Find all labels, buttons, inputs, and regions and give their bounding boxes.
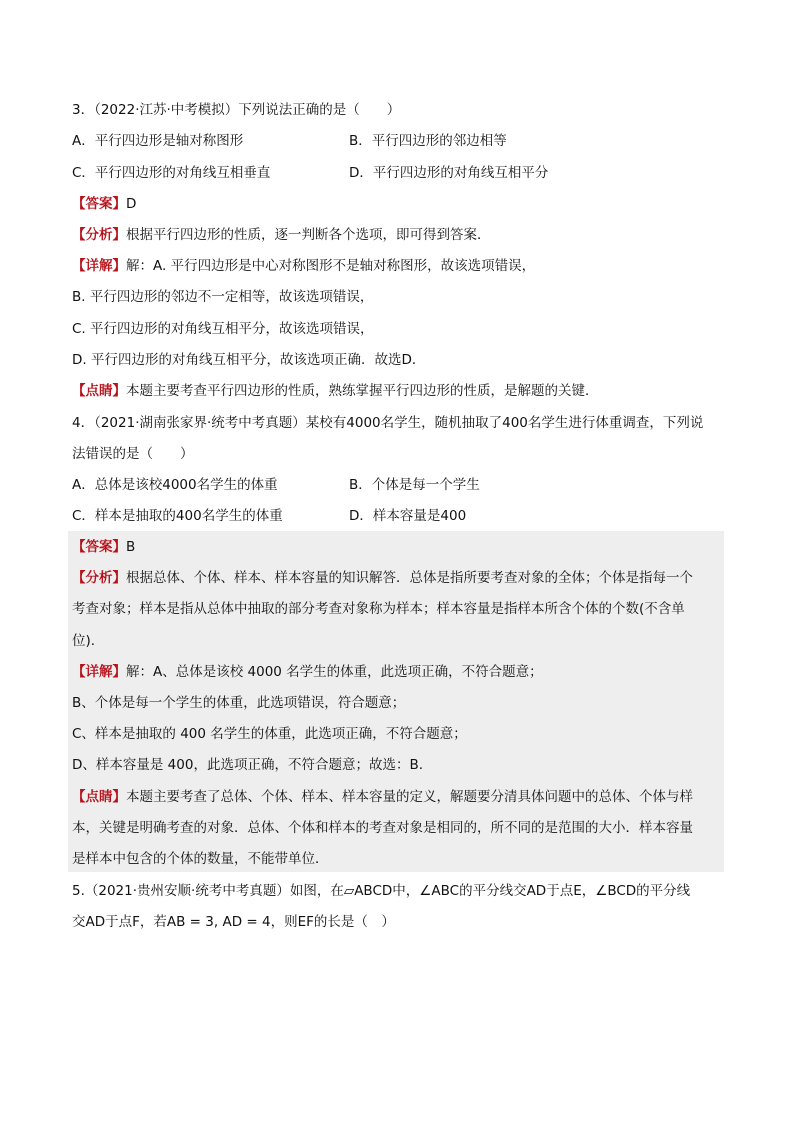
q3-option-c: C．平行四边形的对角线互相垂直 xyxy=(72,165,271,181)
detail-tag: 【详解】 xyxy=(72,664,126,680)
analysis-tag: 【分析】 xyxy=(72,227,126,243)
q4-option-c: C．样本是抽取的400名学生的体重 xyxy=(72,508,283,524)
q3-detail-line-4: D. 平行四边形的对角线互相平分，故该选项正确．故选D． xyxy=(72,352,426,368)
comment-text: 本题主要考查了总体、个体、样本、样本容量的定义，解题要分清具体问题中的总体、个体与样 xyxy=(126,789,693,805)
q4-detail-line-2: B、个体是每一个学生的体重，此选项错误，符合题意； xyxy=(72,695,406,711)
detail-text: 解：A、总体是该校 4000 名学生的体重，此选项正确，不符合题意； xyxy=(126,664,543,680)
q4-analysis-line-3: 位). xyxy=(72,633,96,649)
q3-detail-line-3: C. 平行四边形的对角线互相平分，故该选项错误， xyxy=(72,321,374,337)
q4-comment-line-1 xyxy=(72,787,693,807)
answer-value: D xyxy=(126,196,137,212)
q4-option-b: B．个体是每一个学生 xyxy=(349,477,480,493)
analysis-text: 根据平行四边形的性质，逐一判断各个选项，即可得到答案． xyxy=(126,227,491,243)
q3-answer xyxy=(72,194,136,214)
q3-option-d: D．平行四边形的对角线互相平分 xyxy=(349,165,549,181)
detail-tag: 【详解】 xyxy=(72,258,126,274)
q3-detail-line-2: B. 平行四边形的邻边不一定相等，故该选项错误， xyxy=(72,289,374,305)
detail-text: 解：A. 平行四边形是中心对称图形不是轴对称图形，故该选项错误， xyxy=(126,258,536,274)
q3-option-b: B．平行四边形的邻边相等 xyxy=(349,133,507,149)
q4-comment-line-2: 本，关键是明确考查的对象．总体、个体和样本的考查对象是相同的，所不同的是范围的大小．样本容量 xyxy=(72,820,693,836)
q4-detail-line-4: D、样本容量是 400，此选项正确，不符合题意；故选：B. xyxy=(72,757,424,773)
q4-detail-line-3: C、样本是抽取的 400 名学生的体重，此选项正确，不符合题意； xyxy=(72,726,467,742)
q3-option-a: A．平行四边形是轴对称图形 xyxy=(72,133,244,149)
q4-stem-line-2: 法错误的是（ ） xyxy=(72,446,194,462)
q4-stem-line-1: 4．（2021·湖南张家界·统考中考真题）某校有4000名学生，随机抽取了400名学生进行体重调查，下列说 xyxy=(72,415,704,431)
q4-option-d: D．样本容量是400 xyxy=(349,508,467,524)
answer-value: B xyxy=(126,539,136,555)
q5-stem-line-2: 交AD于点F，若AB = 3, AD = 4，则EF的长是（ ） xyxy=(72,914,395,930)
q5-stem-line-1: 5.（2021·贵州安顺·统考中考真题）如图，在▱ABCD中，∠ABC的平分线交AD于点E，∠BCD的平分线 xyxy=(72,883,691,899)
q3-comment xyxy=(72,381,599,401)
q4-analysis-line-2: 考查对象；样本是指从总体中抽取的部分考查对象称为样本；样本容量是指样本所含个体的个数(不含单 xyxy=(72,601,685,617)
q3-analysis xyxy=(72,225,491,245)
answer-tag: 【答案】 xyxy=(72,196,126,212)
comment-tag: 【点睛】 xyxy=(72,789,126,805)
analysis-tag: 【分析】 xyxy=(72,570,126,586)
q3-detail-line-1 xyxy=(72,256,535,276)
q4-option-a: A．总体是该校4000名学生的体重 xyxy=(72,477,278,493)
comment-tag: 【点睛】 xyxy=(72,383,126,399)
q3-stem: 3．（2022·江苏·中考模拟）下列说法正确的是（ ） xyxy=(72,102,401,118)
analysis-text: 根据总体、个体、样本、样本容量的知识解答．总体是指所要考查对象的全体；个体是指每一个 xyxy=(126,570,693,586)
q4-detail-line-1 xyxy=(72,662,543,682)
q4-analysis-line-1 xyxy=(72,568,693,588)
answer-tag: 【答案】 xyxy=(72,539,126,555)
q4-answer xyxy=(72,537,135,557)
q4-comment-line-3: 是样本中包含的个体的数量，不能带单位． xyxy=(72,851,329,867)
comment-text: 本题主要考查平行四边形的性质，熟练掌握平行四边形的性质，是解题的关键． xyxy=(126,383,599,399)
